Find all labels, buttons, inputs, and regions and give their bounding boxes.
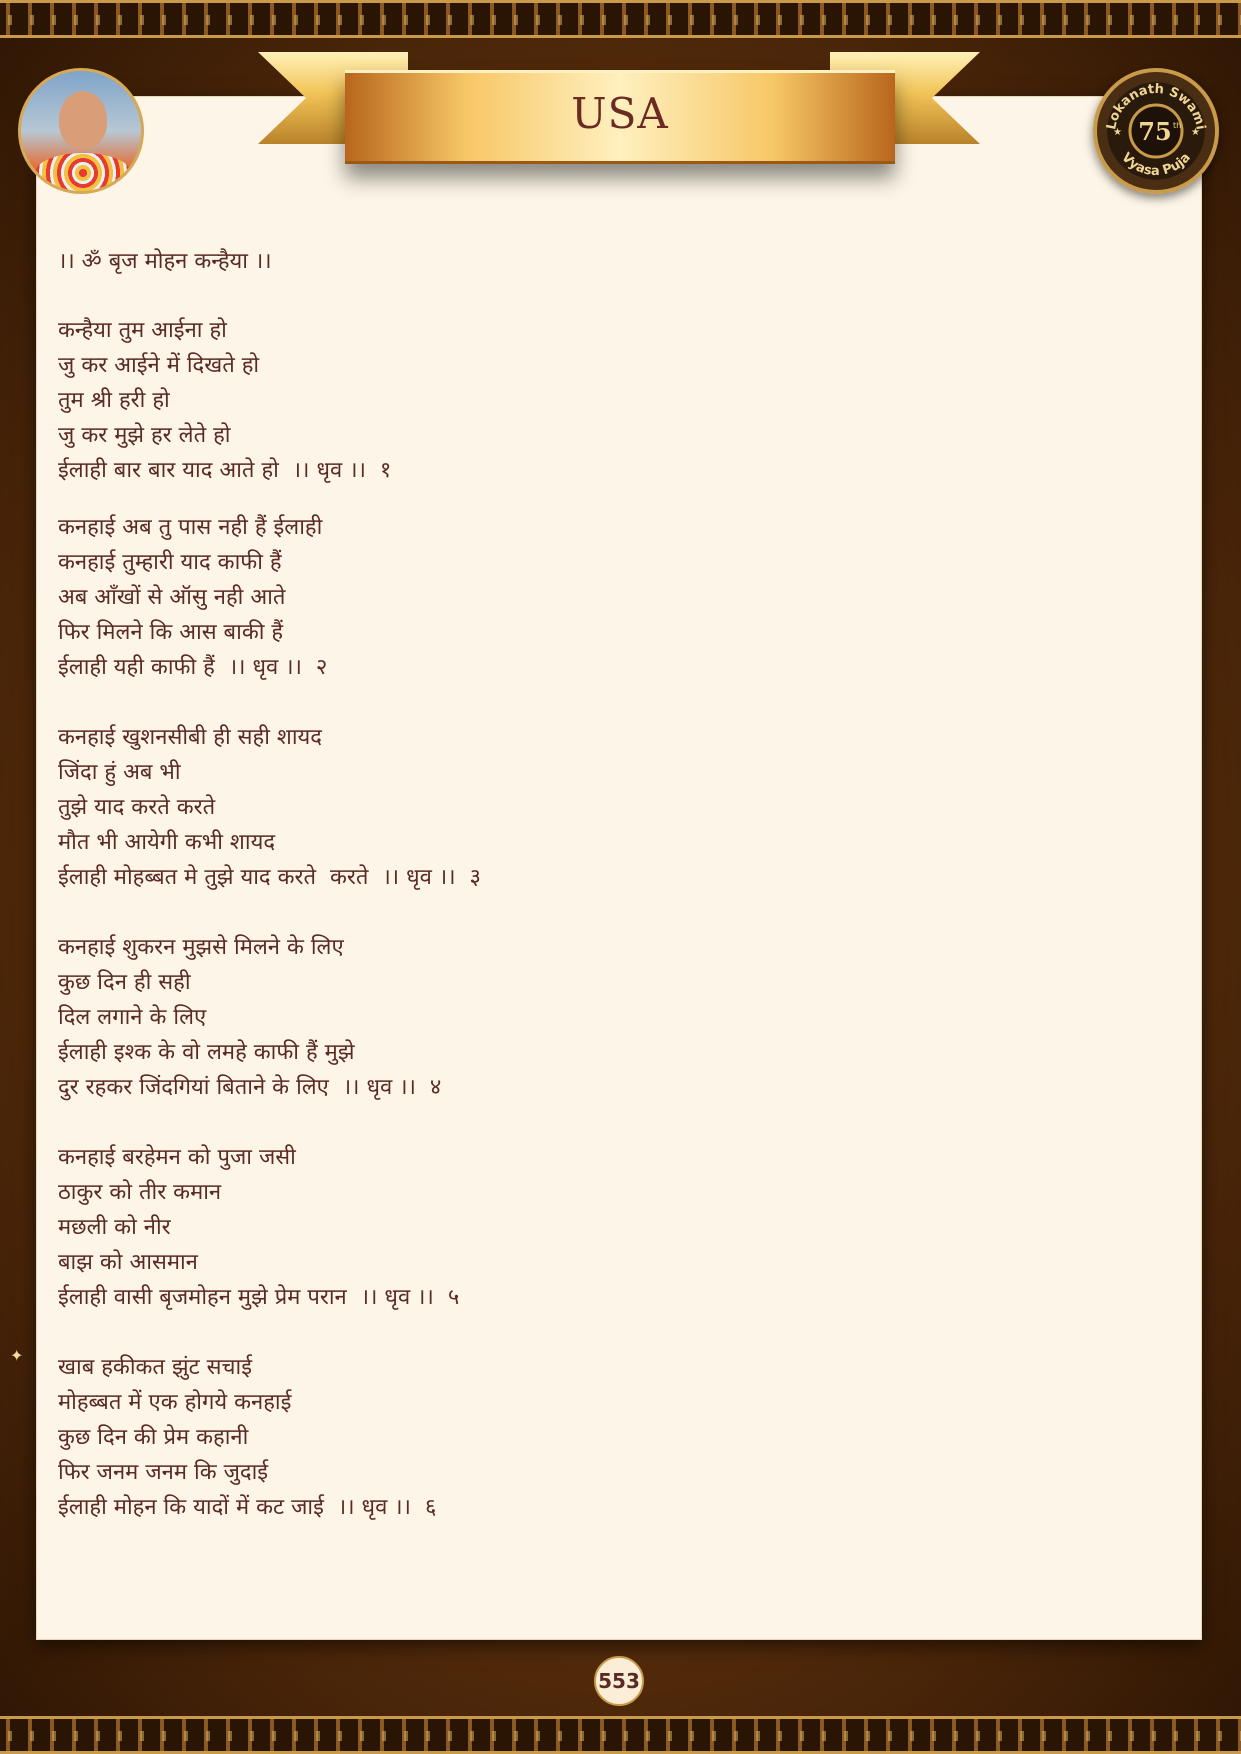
poem-line: कनहाई खुशनसीबी ही सही शायद xyxy=(58,725,322,750)
title-ribbon xyxy=(345,70,895,164)
poem-line: ईलाही मोहन कि यादों में कट जाई ।। धृव ।। ६ xyxy=(58,1495,437,1520)
seal-bottom-text: Vyasa Puja xyxy=(1118,150,1194,180)
stanza-1 xyxy=(58,313,1058,488)
sparkle-icon: ✦ xyxy=(10,1346,24,1365)
poem-line: कन्हैया तुम आईना हो xyxy=(58,318,227,343)
poem-line: कुछ दिन की प्रेम कहानी xyxy=(58,1425,249,1450)
stanza-6 xyxy=(58,1350,1058,1525)
poem-line: तुझे याद करते करते xyxy=(58,795,216,820)
poem-line: फिर जनम जनम कि जुदाई xyxy=(58,1460,269,1485)
poem-line: कनहाई बरहेमन को पुजा जसी xyxy=(58,1145,296,1170)
poem-line: कनहाई तुम्हारी याद काफी हैं xyxy=(58,550,282,575)
seal-top-text: Lokanath Swami xyxy=(1104,81,1208,131)
portrait-photo xyxy=(18,68,144,194)
poem-line: मछली को नीर xyxy=(58,1215,171,1240)
poem-line: अब आँखों से ऑसु नही आते xyxy=(58,585,286,610)
seal-graphic xyxy=(1097,72,1215,190)
poem-line: कुछ दिन ही सही xyxy=(58,970,191,995)
poem-line: कनहाई अब तु पास नही हैं ईलाही xyxy=(58,515,323,540)
anniversary-seal xyxy=(1093,68,1219,194)
seal-star-right-icon: ★ xyxy=(1191,127,1200,138)
poem-line: ईलाही यही काफी हैं ।। धृव ।। २ xyxy=(58,655,328,680)
stanza-4 xyxy=(58,930,1058,1105)
bottom-decorative-border xyxy=(0,1716,1241,1754)
poem-line: ईलाही मोहब्बत मे तुझे याद करते करते ।। धृव ।। ३ xyxy=(58,865,481,890)
poem-line: दुर रहकर जिंदगियां बिताने के लिए ।। धृव ।। ४ xyxy=(58,1075,442,1100)
page-title: USA xyxy=(571,88,669,138)
stanza-5 xyxy=(58,1140,1058,1315)
portrait-face xyxy=(59,91,107,149)
poem-line: बाझ को आसमान xyxy=(58,1250,198,1275)
poem-line: ईलाही बार बार याद आते हो ।। धृव ।। १ xyxy=(58,458,392,483)
poem-line: जु कर आईने में दिखते हो xyxy=(58,353,260,378)
poem-line: खाब हकीकत झुंट सचाई xyxy=(58,1355,253,1380)
poem-line: कनहाई शुकरन मुझसे मिलने के लिए xyxy=(58,935,344,960)
stanza-2 xyxy=(58,510,1058,685)
page-number: 553 xyxy=(594,1656,644,1706)
poem-line: जिंदा हुं अब भी xyxy=(58,760,181,785)
portrait-garland xyxy=(35,153,131,193)
poem-line: मोहब्बत में एक होगये कनहाई xyxy=(58,1390,292,1415)
poem-line: दिल लगाने के लिए xyxy=(58,1005,207,1030)
poem-line: तुम श्री हरी हो xyxy=(58,388,170,413)
seal-superscript: th xyxy=(1173,121,1182,130)
top-decorative-border xyxy=(0,0,1241,38)
poem-body xyxy=(58,244,1058,1525)
poem-line: फिर मिलने कि आस बाकी हैं xyxy=(58,620,284,645)
poem-line: मौत भी आयेगी कभी शायद xyxy=(58,830,276,855)
poem-line: जु कर मुझे हर लेते हो xyxy=(58,423,231,448)
stanza-3 xyxy=(58,720,1058,895)
seal-star-left-icon: ★ xyxy=(1113,127,1122,138)
poem-line: ईलाही वासी बृजमोहन मुझे प्रेम परान ।। धृव ।। ५ xyxy=(58,1285,460,1310)
poem-line: ठाकुर को तीर कमान xyxy=(58,1180,222,1205)
poem-title: ।। ॐ बृज मोहन कन्हैया ।। xyxy=(58,249,272,274)
poem-line: ईलाही इश्क के वो लमहे काफी हैं मुझे xyxy=(58,1040,355,1065)
seal-number: 75 xyxy=(1138,117,1172,146)
